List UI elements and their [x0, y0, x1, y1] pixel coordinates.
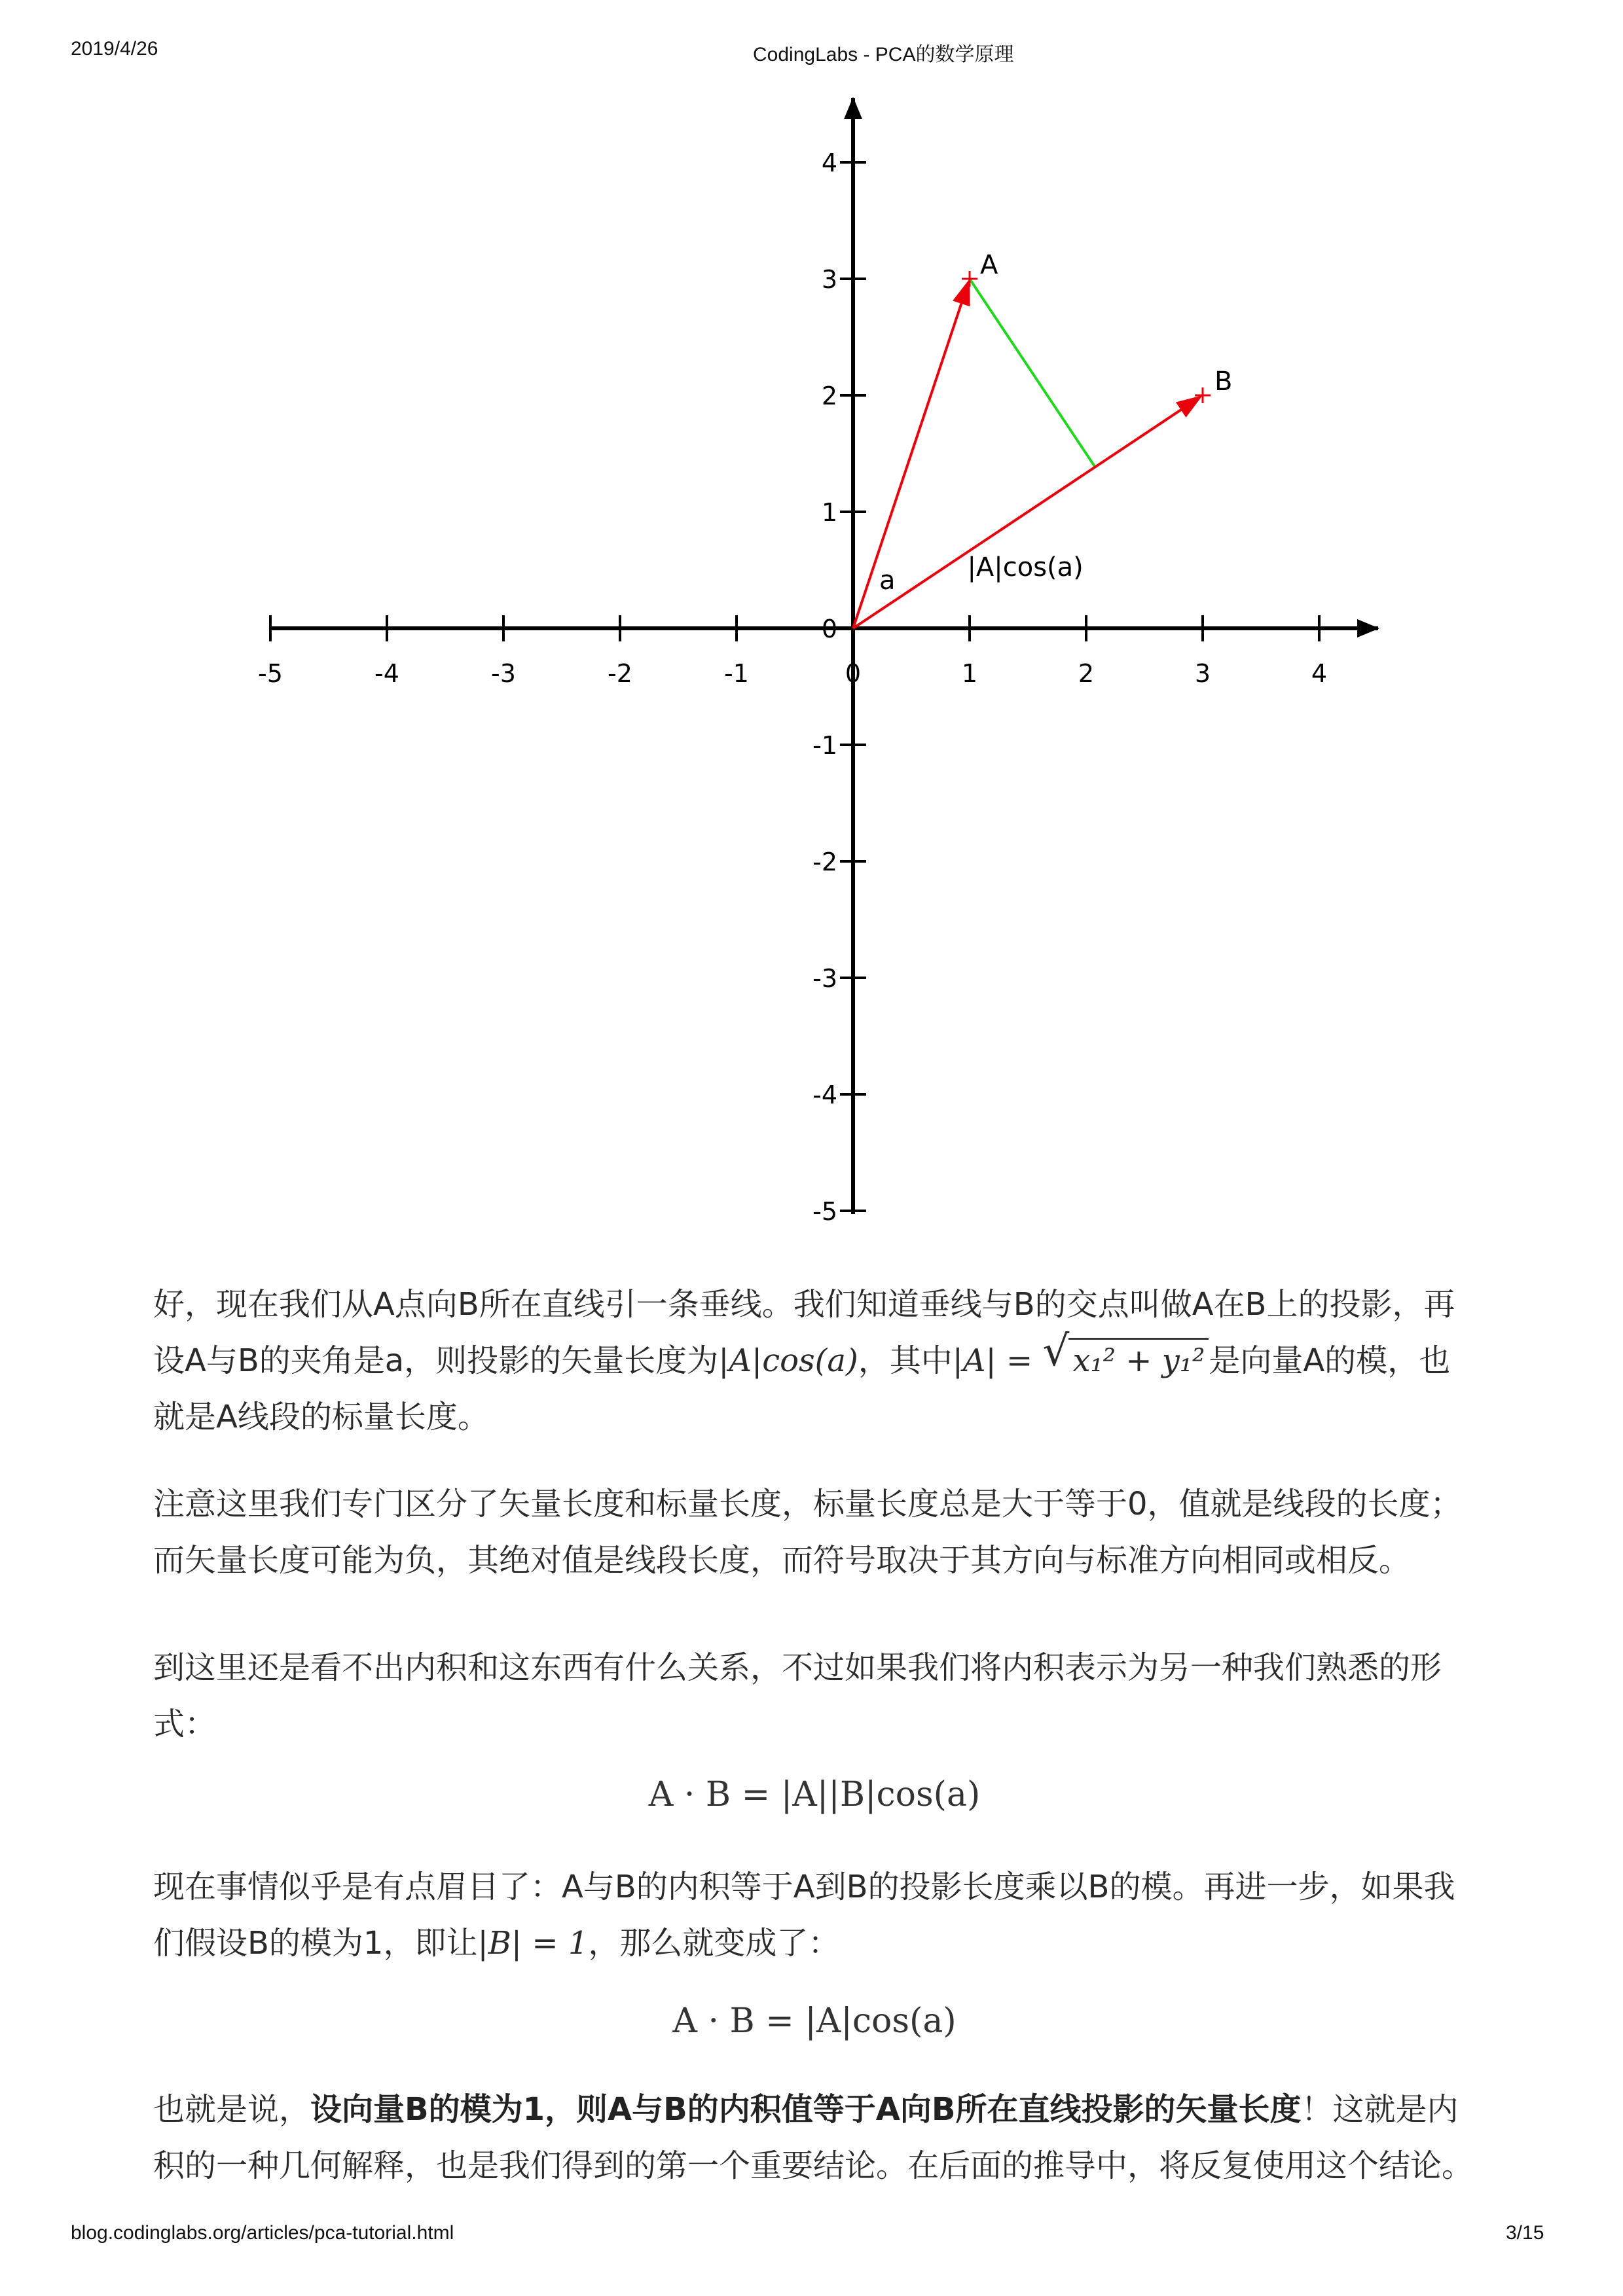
y-tick-label: 0: [821, 615, 837, 643]
header-date: 2019/4/26: [71, 38, 158, 60]
x-tick-label: 0: [845, 659, 862, 688]
y-tick-label: -3: [812, 964, 837, 993]
y-tick-label: -5: [812, 1197, 837, 1226]
y-tick-label: 1: [821, 498, 837, 527]
x-tick-label: 2: [1078, 659, 1095, 688]
projection-label: |A|cos(a): [967, 552, 1084, 583]
sqrt-expression: √ x₁² + y₁²: [1042, 1333, 1209, 1389]
p4-math: |B| = 1: [477, 1925, 589, 1962]
p4-text-b: ，那么就变成了：: [588, 1925, 840, 1962]
paragraph-projection: [153, 1276, 1476, 1445]
footer-page-number: 3/15: [1506, 2222, 1544, 2244]
p5-bold-conclusion: 设向量B的模为1，则A与B的内积值等于A向B所在直线投影的矢量长度: [310, 2091, 1302, 2128]
x-tick-label: 4: [1311, 659, 1328, 688]
angle-label: a: [879, 565, 896, 596]
formula-dot-product-unit: A · B = |A|cos(a): [672, 2001, 957, 2041]
x-tick-label: -3: [491, 659, 516, 688]
p1-math-sqrt-body: x₁² + y₁²: [1068, 1338, 1209, 1382]
paragraph-scalar-vs-vector: 注意这里我们专门区分了矢量长度和标量长度，标量长度总是大于等于0，值就是线段的长度；而矢量长度可能为负，其绝对值是线段长度，而符号取决于其方向与标准方向相同或相反。: [153, 1486, 1462, 1579]
y-tick-label: 4: [821, 149, 837, 177]
vector-a-arrowhead: [953, 279, 970, 306]
y-tick-label: -4: [812, 1081, 837, 1109]
coordinate-figure: [228, 79, 1393, 1237]
x-tick-label: -2: [608, 659, 632, 688]
paragraph-inner-product: 到这里还是看不出内积和这东西有什么关系，不过如果我们将内积表示为另一种我们熟悉的形式：: [153, 1649, 1442, 1742]
p1-text-c: 是向量A的模，也就是A线段的标量长度。: [153, 1342, 1451, 1435]
footer-url: blog.codinglabs.org/articles/pca-tutorial.html: [71, 2222, 454, 2244]
header-title: CodingLabs - PCA的数学原理: [753, 44, 1014, 65]
vector-projection-plot: [228, 79, 1393, 1237]
vector-b-arrowhead: [1176, 395, 1203, 418]
y-tick-label: -1: [812, 731, 837, 760]
paragraph-conclusion: [153, 2081, 1476, 2194]
paragraph-unit-b: [153, 1859, 1476, 1971]
formula-dot-product-full: A · B = |A||B|cos(a): [648, 1775, 981, 1814]
x-tick-label: 3: [1194, 659, 1211, 688]
vector-b-line: [853, 404, 1190, 628]
label-a: A: [980, 250, 998, 280]
p5-text-a: 也就是说，: [153, 2091, 311, 2128]
y-tick-label: -2: [812, 848, 837, 876]
x-tick-label: -1: [724, 659, 749, 688]
p1-text-b: ，其中: [858, 1342, 953, 1379]
x-tick-label: 1: [961, 659, 978, 688]
y-tick-label: 3: [821, 265, 837, 294]
y-tick-label: 2: [821, 382, 837, 410]
p1-math-acos: |A|cos(a): [718, 1342, 858, 1379]
perpendicular-line: [970, 279, 1095, 467]
p4-text-a: 现在事情似乎是有点眉目了：A与B的内积等于A到B的投影长度乘以B的模。再进一步，如果我们假设B的模为1，即让: [153, 1869, 1455, 1962]
vector-a-line: [853, 294, 964, 628]
label-b: B: [1214, 367, 1233, 397]
x-tick-label: -5: [258, 659, 283, 688]
p5-text-b: ！这就是内积的一种几何解释，也是我们得到的第一个重要结论。在后面的推导中，将反复使用这个结论。: [153, 2091, 1474, 2184]
p1-math-norm: |A| =: [952, 1342, 1043, 1379]
p1-text-a: 好，现在我们从A点向B所在直线引一条垂线。我们知道垂线与B的交点叫做A在B上的投影，再设A与B的夹角是a，则投影的矢量长度为: [153, 1286, 1455, 1379]
x-tick-label: -4: [374, 659, 399, 688]
